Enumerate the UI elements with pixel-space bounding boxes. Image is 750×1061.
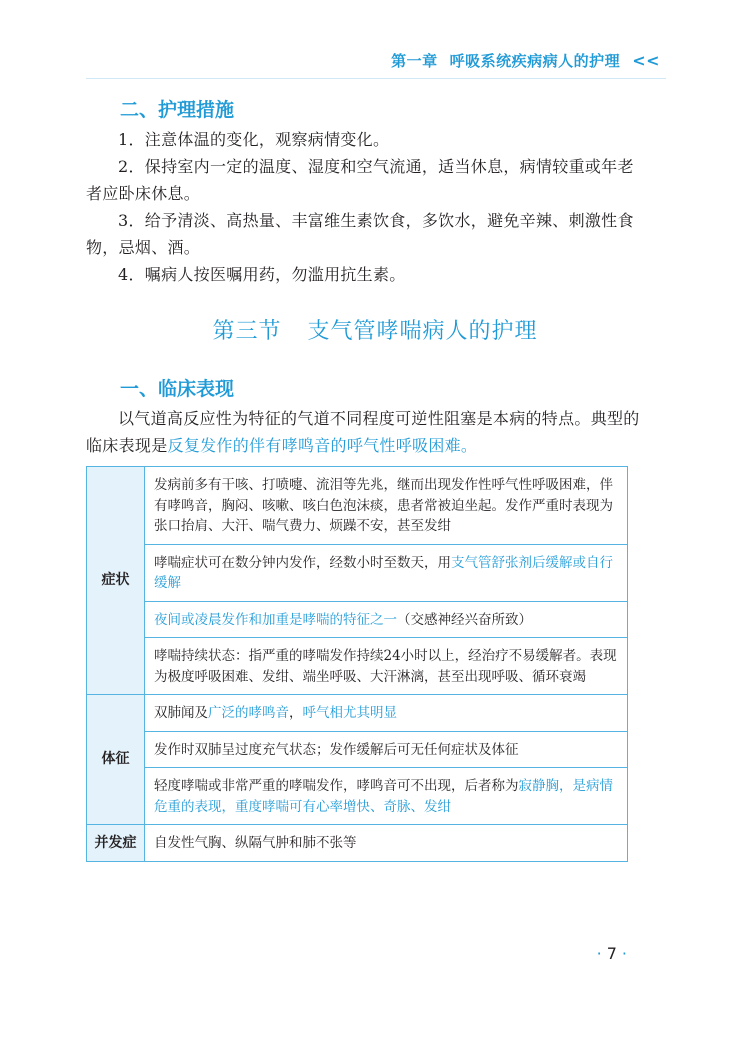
table-cell xyxy=(145,544,628,601)
table-row xyxy=(87,731,628,768)
page-number xyxy=(592,944,632,963)
cell-text: 哮喘症状可在数分钟内发作，经数小时至数天，用 xyxy=(154,554,451,571)
highlight-text: 夜间或凌晨发作和加重是哮喘的特征之一 xyxy=(154,611,397,628)
table-row xyxy=(87,695,628,732)
cell-text: 自发性气胸、纵隔气肿和肺不张等 xyxy=(154,835,357,851)
table-row xyxy=(87,467,628,545)
cell-text: 哮喘持续状态：指严重的哮喘发作持续24小时以上，经治疗不易缓解者。表现为极度呼吸困难、发绀、端坐呼吸、大汗淋漓，甚至出现呼吸、循环衰竭 xyxy=(154,648,617,685)
nursing-measure-item: 3．给予清淡、高热量、丰富维生素饮食，多饮水，避免辛辣、刺激性食物，忌烟、酒。 xyxy=(86,211,634,257)
nursing-measures-list xyxy=(86,126,646,288)
chapter-number: 第一章 xyxy=(391,52,438,70)
clinical-intro xyxy=(86,405,646,459)
intro-highlight: 反复发作的伴有哮鸣音的呼气性呼吸困难。 xyxy=(167,436,478,455)
clinical-heading: 一、临床表现 xyxy=(120,378,235,400)
table-row xyxy=(87,768,628,825)
nursing-measure-item: 4．嘱病人按医嘱用药，勿滥用抗生素。 xyxy=(118,265,406,284)
page-dot-right: · xyxy=(621,944,627,963)
cell-text: 轻度哮喘或非常严重的哮喘发作，哮鸣音可不出现，后者称为 xyxy=(154,778,519,794)
table-cell xyxy=(145,638,628,695)
double-chevron-left-icon: << xyxy=(632,51,660,70)
table-cell xyxy=(145,731,628,768)
chapter-title: 呼吸系统疾病病人的护理 xyxy=(449,52,621,70)
table-cell xyxy=(145,467,628,545)
intro-text: 以气道高反应性为特征的气道不同程度可逆性阻塞是本病的特点。典型的临床表现是 xyxy=(86,409,640,455)
section-title xyxy=(0,314,750,345)
clinical-table xyxy=(86,466,628,862)
table-row xyxy=(87,638,628,695)
nursing-measures-heading: 二、护理措施 xyxy=(120,99,235,121)
nursing-measure-item: 1．注意体温的变化，观察病情变化。 xyxy=(118,130,390,149)
table-row-label: 症状 xyxy=(87,467,145,695)
cell-text: ， xyxy=(289,705,303,721)
page-number-value: 7 xyxy=(606,944,617,963)
table-row xyxy=(87,601,628,638)
table-row-label: 并发症 xyxy=(87,825,145,862)
table-row xyxy=(87,825,628,862)
highlight-text: 广泛的哮鸣音 xyxy=(208,705,289,721)
header-rule xyxy=(86,78,666,79)
cell-text: （交感神经兴奋所致） xyxy=(397,611,532,628)
cell-text: 发作时双肺呈过度充气状态；发作缓解后可无任何症状及体征 xyxy=(154,741,519,758)
highlight-text: 支气管舒张剂后缓解或自行缓解 xyxy=(154,554,613,591)
running-header xyxy=(391,50,660,71)
table-cell xyxy=(145,825,628,862)
clinical-intro-paragraph xyxy=(86,405,646,459)
table-row xyxy=(87,544,628,601)
page-dot-left: · xyxy=(596,944,602,963)
nursing-measure-item: 2．保持室内一定的温度、湿度和空气流通，适当休息，病情较重或年老者应卧床休息。 xyxy=(86,157,634,203)
table-cell xyxy=(145,768,628,825)
table-row-label: 体征 xyxy=(87,695,145,825)
table-cell xyxy=(145,695,628,732)
section-number: 第三节 xyxy=(212,319,282,344)
table-cell xyxy=(145,601,628,638)
highlight-text: 寂静胸，是病情危重的表现，重度哮喘可有心率增快、奇脉、发绀 xyxy=(154,778,613,815)
highlight-text: 呼气相尤其明显 xyxy=(302,705,397,721)
cell-text: 双肺闻及 xyxy=(154,705,208,721)
cell-text: 发病前多有干咳、打喷嚏、流泪等先兆，继而出现发作性呼气性呼吸困难，伴有哮鸣音，胸闷、咳嗽、咳白色泡沫痰，患者常被迫坐起。发作严重时表现为张口抬肩、大汗、喘气费力、烦躁不安，甚至发绀 xyxy=(154,477,613,534)
section-name: 支气管哮喘病人的护理 xyxy=(307,319,538,344)
